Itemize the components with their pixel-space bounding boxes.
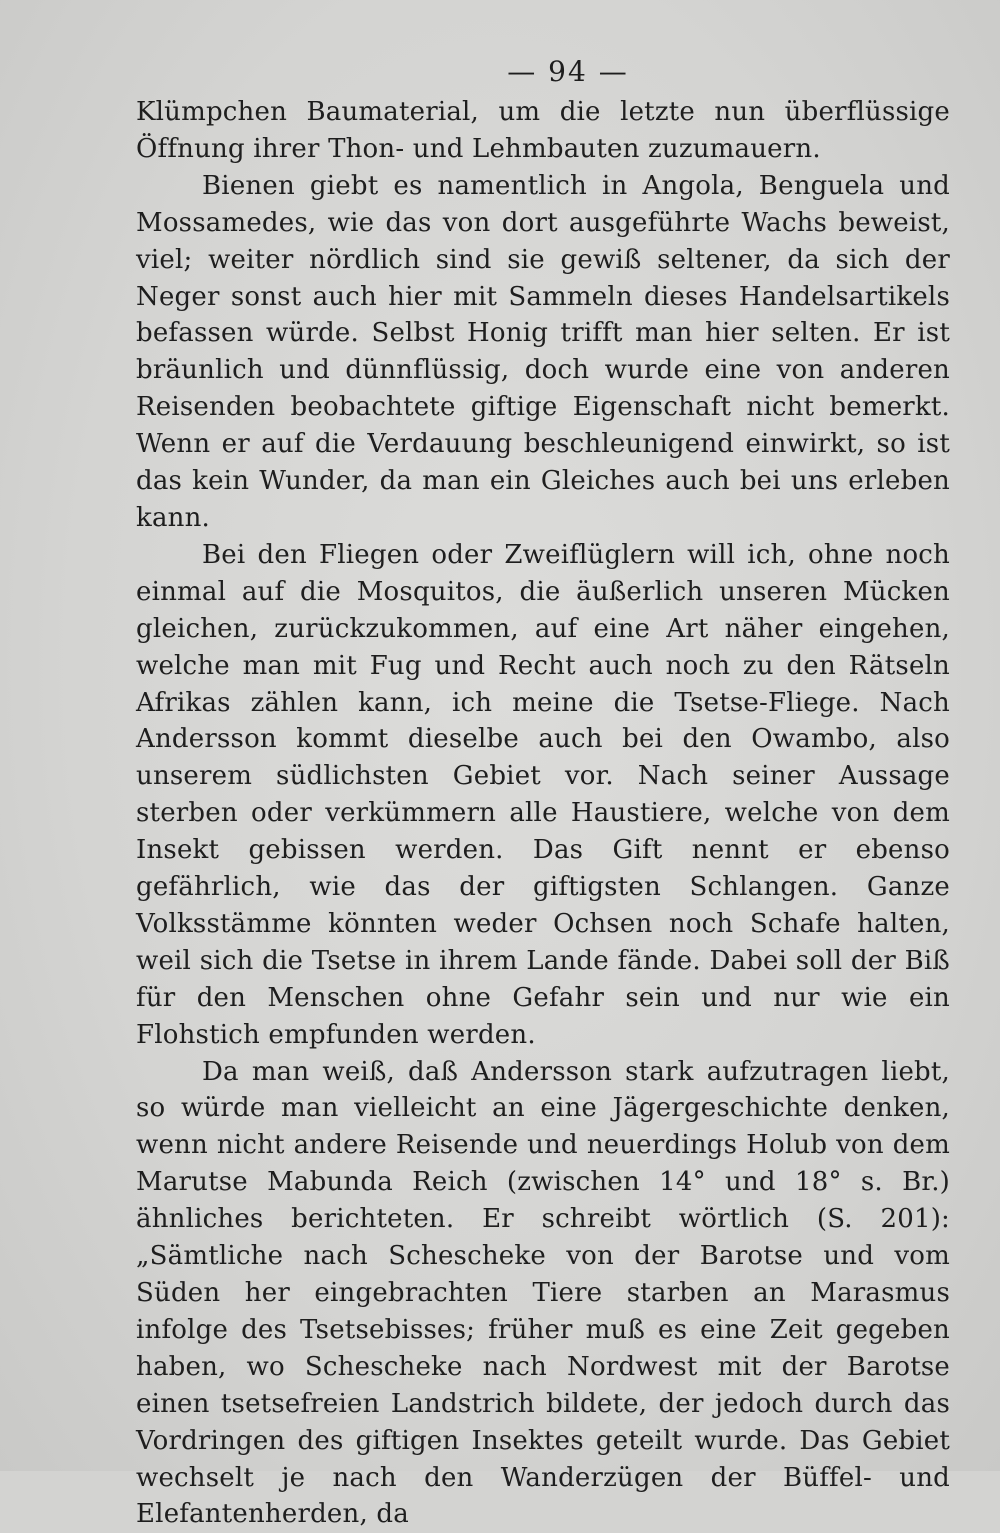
paragraph-1: Klümpchen Baumaterial, um die letzte nun überflüssige Öffnung ihrer Thon- und Lehmbauten zuzumauern. — [136, 97, 950, 164]
paragraph-4: Da man weiß, daß Andersson stark aufzutragen liebt, so würde man vielleicht an eine Jägergeschichte denken, wenn nicht andere Reisende und neuerdings Holub von dem Marutse Mabunda Reich (zwischen 14° und 18° s. Br.) ähnliches berichteten. Er schreibt wörtlich (S. 201): „Sämtliche nach Schescheke von der Barotse und vom Süden her eingebrachten Tiere starben an Marasmus infolge des Tsetsebisses; früher muß es eine Zeit gegeben haben, wo Schescheke nach Nordwest mit der Barotse einen tsetsefreien Landstrich bildete, der jedoch durch das Vordringen des giftigen Insektes geteilt wurde. Das Gebiet wechselt je nach den Wanderzügen der Büffel- und Elefantenherden, da — [136, 1056, 950, 1530]
page-number: — 94 — — [507, 55, 629, 88]
paragraph-2: Bienen giebt es namentlich in Angola, Benguela und Mossamedes, wie das von dort ausgeführte Wachs beweist, viel; weiter nördlich sind sie gewiß seltener, da sich der Neger sonst auch hier mit Sammeln dieses Handelsartikels befassen würde. Selbst Honig trifft man hier selten. Er ist bräunlich und dünnflüssig, doch wurde eine von anderen Reisenden beobachtete giftige Eigenschaft nicht bemerkt. Wenn er auf die Verdauung beschleunigend einwirkt, so ist das kein Wunder, da man ein Gleiches auch bei uns erleben kann. — [136, 170, 950, 533]
paragraph-3: Bei den Fliegen oder Zweiflüglern will ich, ohne noch einmal auf die Mosquitos, die äußerlich unseren Mücken gleichen, zurückzukommen, auf eine Art näher eingehen, welche man mit Fug und Recht auch noch zu den Rätseln Afrikas zählen kann, ich meine die Tsetse-Fliege. Nach Andersson kommt dieselbe auch bei den Owambo, also unserem südlichsten Gebiet vor. Nach seiner Aussage sterben oder verkümmern alle Haustiere, welche von dem Insekt gebissen werden. Das Gift nennt er ebenso gefährlich, wie das der giftigsten Schlangen. Ganze Volksstämme könnten weder Ochsen noch Schafe halten, weil sich die Tsetse in ihrem Lande fände. Dabei soll der Biß für den Menschen ohne Gefahr sein und nur wie ein Flohstich empfunden werden. — [136, 539, 950, 1050]
page-body-text — [136, 94, 950, 1533]
